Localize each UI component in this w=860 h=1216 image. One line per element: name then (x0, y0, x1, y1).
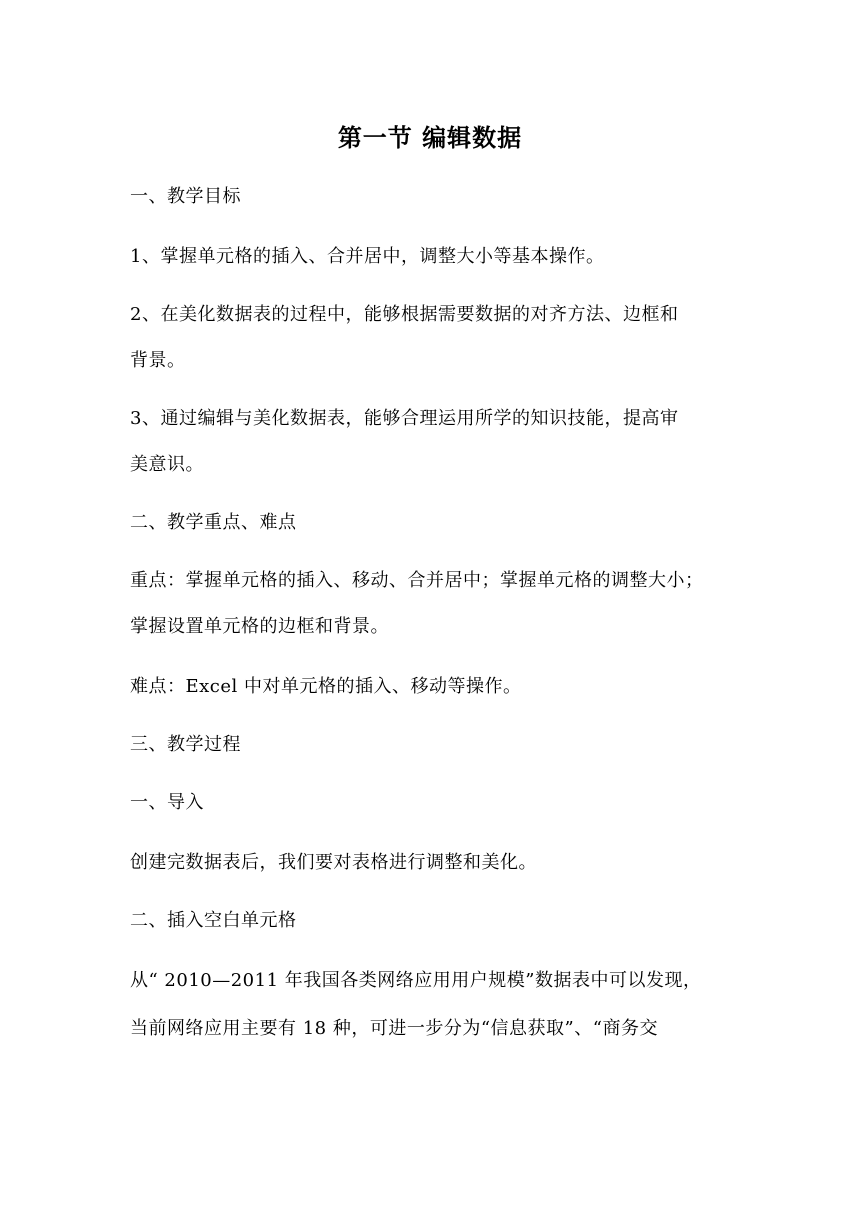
introduction-paragraph: 创建完数据表后，我们要对表格进行调整和美化。 (130, 852, 537, 873)
goal-item-3-line-1: 3、通过编辑与美化数据表，能够合理运用所学的知识技能，提高审 (130, 408, 679, 429)
section-heading-key-points: 二、教学重点、难点 (130, 512, 297, 533)
paragraph-line-1: 从“ 2010—2011 年我国各类网络应用用户规模”数据表中可以发现， (130, 970, 702, 991)
goal-item-2-line-2: 背景。 (130, 350, 186, 371)
goal-item-3-line-2: 美意识。 (130, 454, 204, 475)
section-heading-teaching-process: 三、教学过程 (130, 734, 241, 755)
section-heading-teaching-goals: 一、教学目标 (130, 186, 241, 207)
key-point-line-1: 重点：掌握单元格的插入、移动、合并居中；掌握单元格的调整大小； (130, 570, 704, 591)
paragraph-line-2: 当前网络应用主要有 18 种，可进一步分为“信息获取”、“商务交 (130, 1018, 658, 1039)
subheading-introduction: 一、导入 (130, 792, 204, 813)
goal-item-1: 1、掌握单元格的插入、合并居中，调整大小等基本操作。 (130, 246, 605, 267)
subheading-insert-blank-cells: 二、插入空白单元格 (130, 910, 297, 931)
document-title: 第一节 编辑数据 (337, 123, 523, 152)
key-point-line-2: 掌握设置单元格的边框和背景。 (130, 616, 389, 637)
goal-item-2-line-1: 2、在美化数据表的过程中，能够根据需要数据的对齐方法、边框和 (130, 304, 679, 325)
difficult-point: 难点：Excel 中对单元格的插入、移动等操作。 (130, 676, 522, 697)
